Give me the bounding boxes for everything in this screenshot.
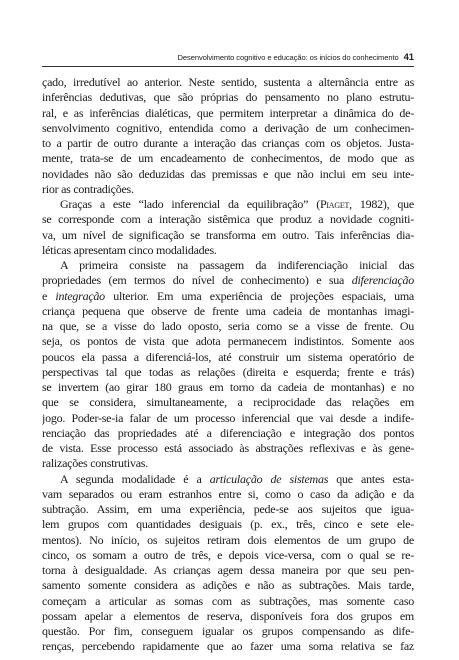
text-run: jogo. Poder-se-ia falar de um processo inferencial que vai desde a indife- bbox=[42, 410, 414, 425]
text-run: e bbox=[42, 288, 56, 303]
text-run: ulterior. Em uma experiência de projeções espaciais, uma bbox=[104, 288, 414, 303]
text-run: Piaget bbox=[319, 197, 350, 211]
text-line bbox=[42, 517, 414, 532]
text-line bbox=[42, 304, 414, 319]
text-run: to a partir de outro durante a interação das crianças com os objetos. Justa- bbox=[42, 136, 414, 150]
text-line bbox=[42, 319, 414, 334]
text-run: começam a articular as somas com as subtrações, mas somente caso bbox=[42, 593, 414, 608]
text-line bbox=[42, 136, 414, 151]
text-line bbox=[42, 395, 414, 410]
text-run: articulação de sistemas bbox=[209, 471, 329, 486]
text-run: Graças a este “lado inferencial da equilibração” ( bbox=[60, 197, 320, 211]
text-line bbox=[42, 212, 414, 227]
text-run: se corresponde com a interação sistêmica que produz a novidade cogniti- bbox=[42, 212, 414, 227]
text-run: inferências dedutivas, que são próprias do pensamento no plano estrutu- bbox=[42, 90, 414, 105]
text-line bbox=[42, 365, 414, 380]
text-run: na que, se a visse do lado oposto, seria como se a visse de frente. Ou bbox=[42, 319, 414, 333]
text-line bbox=[42, 350, 414, 365]
text-run: renciação das propriedades até a diferenciação e integração dos pontos bbox=[42, 425, 414, 440]
text-run: , 1982), que bbox=[349, 197, 414, 211]
text-line bbox=[42, 624, 414, 639]
text-line bbox=[42, 197, 414, 212]
text-line bbox=[42, 121, 414, 136]
text-run: diferenciação bbox=[351, 273, 414, 288]
text-line bbox=[42, 594, 414, 609]
text-line bbox=[42, 182, 414, 197]
text-run: subtração. Assim, em uma experiência, pede-se aos sujeitos que igua- bbox=[42, 502, 414, 516]
text-line bbox=[42, 75, 414, 90]
text-run: torna à desigualdade. As crianças agem dessa maneira por que seu pen- bbox=[42, 563, 414, 577]
text-run: ralizações construtivas. bbox=[42, 456, 148, 471]
text-line bbox=[42, 578, 414, 593]
text-line bbox=[42, 441, 414, 456]
text-line bbox=[42, 487, 414, 502]
text-run: de vista. Esse processo está associado às abstrações reflexivas e às gene- bbox=[42, 441, 414, 455]
text-line bbox=[42, 533, 414, 548]
text-run: poucos ela passa a diferenciá-los, até construir um sistema operatório de bbox=[42, 349, 414, 364]
text-run: cinco, os somam a outro de três, e depois vice-versa, com o qual se re- bbox=[42, 547, 414, 562]
text-run: lem grupos com quantidades desiguais (p. ex., três, cinco e sete ele- bbox=[42, 517, 414, 532]
header-rule bbox=[42, 66, 414, 67]
text-run: samento somente considera as adições e não as subtrações. Mais tarde, bbox=[42, 578, 414, 593]
text-line bbox=[42, 380, 414, 395]
running-header bbox=[42, 52, 414, 63]
text-line bbox=[42, 167, 414, 182]
text-line bbox=[42, 243, 414, 258]
body-text bbox=[42, 75, 414, 655]
text-line bbox=[42, 609, 414, 624]
text-run: questão. Por fim, conseguem igualar os grupos compensando as dife- bbox=[42, 624, 414, 638]
text-run: se invertem (ao girar 180 graus em torno da cadeia de montanhas) e no bbox=[42, 380, 414, 394]
text-run: que antes esta- bbox=[328, 471, 414, 486]
text-run: criança pequena que observe de frente uma cadeia de montanhas imagi- bbox=[42, 303, 414, 318]
text-run: A segunda modalidade é a bbox=[60, 471, 210, 486]
text-run: mentos). No início, os sujeitos retiram dois elementos de um grupo de bbox=[42, 532, 414, 547]
text-run: mente, trata-se de um encadeamento de conhecimentos, de modo que as bbox=[42, 151, 414, 166]
text-line bbox=[42, 456, 414, 471]
text-run: léticas apresentam cinco modalidades. bbox=[42, 242, 217, 257]
text-run: que se considera, simultaneamente, a reciprocidade das relações em bbox=[42, 395, 414, 410]
text-run: novidades não são deduzidas das premissas e que não inclui em seu inte- bbox=[42, 166, 414, 181]
text-run: integração bbox=[55, 288, 105, 303]
text-line bbox=[42, 563, 414, 578]
text-line bbox=[42, 426, 414, 441]
text-run: renças, percebendo rapidamente que ao fazer uma soma relativa se faz bbox=[42, 639, 414, 654]
text-run: çado, irredutível ao anterior. Neste sentido, sustenta a alternância entre as bbox=[42, 75, 414, 89]
text-line bbox=[42, 106, 414, 121]
text-line bbox=[42, 548, 414, 563]
text-line bbox=[42, 502, 414, 517]
text-line bbox=[42, 334, 414, 349]
text-run: A primeira consiste na passagem da indiferenciação inicial das bbox=[60, 258, 414, 272]
text-run: propriedades (em termos do nível de conhecimento) e sua bbox=[42, 273, 352, 288]
text-run: va, um nível de significação se transforma em outro. Tais inferências dia- bbox=[42, 227, 414, 242]
text-line bbox=[42, 639, 414, 654]
text-line bbox=[42, 228, 414, 243]
page-number: 41 bbox=[403, 52, 414, 63]
text-run: possam apelar a elementos de reserva, disponíveis fora dos grupos em bbox=[42, 608, 414, 623]
text-run: ral, e as inferências dialéticas, que permitem interpretar a dinâmica do de- bbox=[42, 105, 414, 120]
text-line bbox=[42, 90, 414, 105]
running-title: Desenvolvimento cognitivo e educação: os inícios do conhecimento bbox=[177, 53, 399, 62]
text-run: senvolvimento cognitivo, entendida como a derivação de um conhecimen- bbox=[42, 120, 414, 135]
text-line bbox=[42, 289, 414, 304]
text-run: perspectivas tal que todas as relações (direita e esquerda; frente e trás) bbox=[42, 364, 414, 379]
text-line bbox=[42, 472, 414, 487]
text-line bbox=[42, 273, 414, 288]
text-run: vam separados ou eram estranhos entre si, como o caso da adição e da bbox=[42, 486, 414, 501]
text-run: seja, os pontos de vista que adota permanecem indistintos. Somente aos bbox=[42, 334, 414, 349]
text-line bbox=[42, 258, 414, 273]
text-line bbox=[42, 151, 414, 166]
text-run: rior as contradições. bbox=[42, 181, 134, 196]
text-line bbox=[42, 411, 414, 426]
